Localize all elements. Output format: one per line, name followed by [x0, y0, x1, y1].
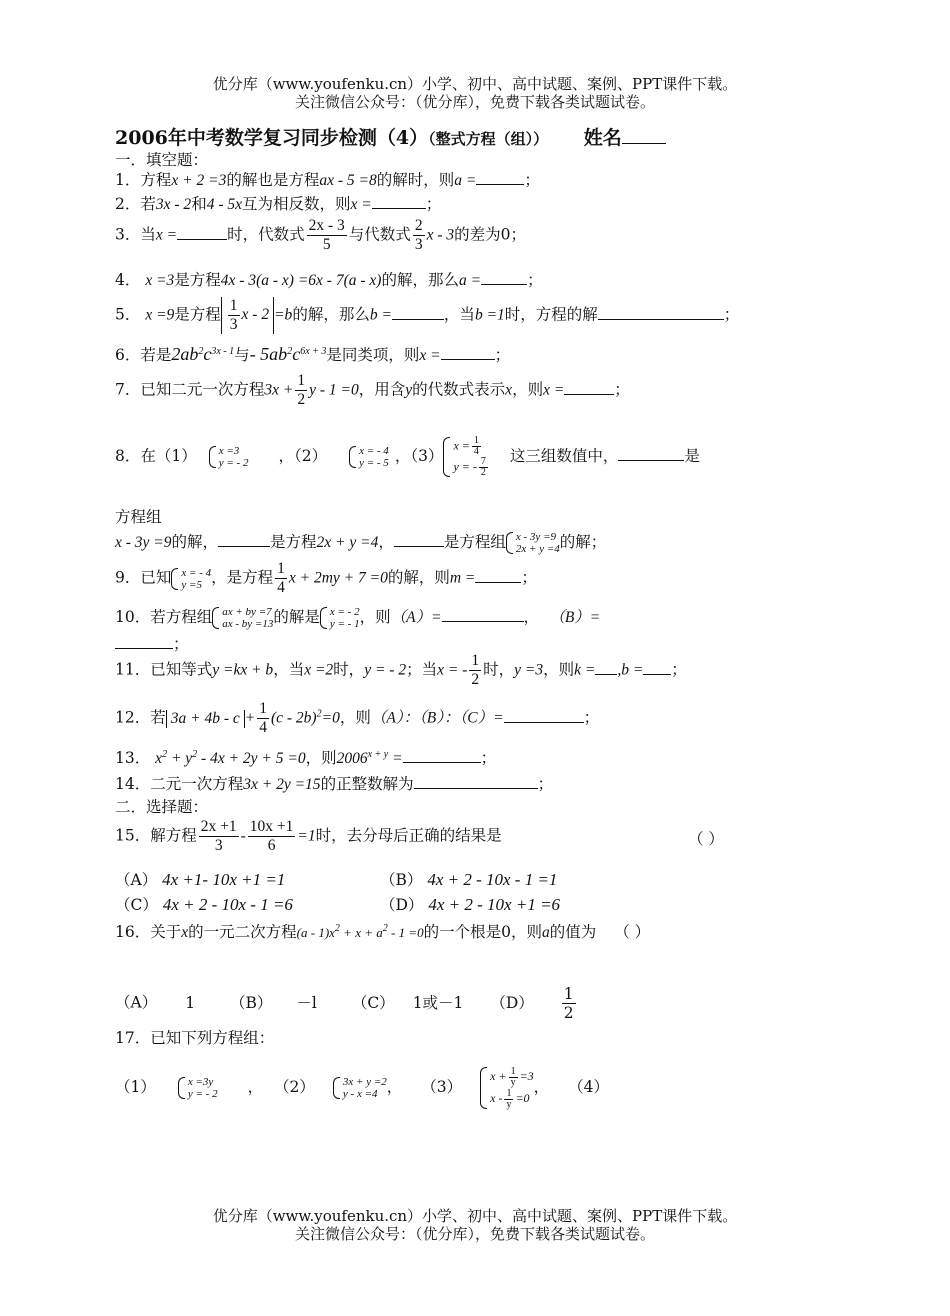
- question-9: 9．已知 x = - 4 y =5 ，是方程 $\frac{1}{4}$ x + 2my + 7 =0的解，则m = ；: [115, 560, 537, 596]
- question-3: 3．当x = 时，代数式 $\frac{2x - 3}{5}$ 与代数式 $\frac{2}{3}$ x - 3的差为0；: [115, 217, 526, 253]
- question-8: 8．在（1） x =3 y = - 2 ，（2） x = - 4 y = - 5 ，（3） x = $\frac{1}{4}$ y = - $\frac{7}{2}$ 这三组数值中， 是: [115, 435, 700, 478]
- question-15-option-a: （A） 4x +1- 10x +1 =1: [115, 870, 286, 889]
- question-16: 16．关于x的一元二次方程$(a - 1)x^2 + x + a^2 - 1 =0$的一个根是0，则a的值为 （ ）: [115, 922, 651, 941]
- question-14: 14．二元一次方程3x + 2y =15的正整数解为 ；: [115, 775, 554, 793]
- header-line-1: 优分库（www.youfenku.cn）小学、初中、高中试题、案例、PPT课件下载。: [212, 75, 738, 93]
- header-line-2: 关注微信公众号：（优分库），免费下载各类试题试卷。: [294, 93, 655, 111]
- question-17-systems: （1） x =3y y = - 2 ， （2） 3x + y =2 y - x =4 ， （3） x + $\frac{1}{y}$ =3 x - $\frac{1}{y}$ =0 ， （4）: [115, 1065, 609, 1110]
- question-15: 15．解方程 $\frac{2x +1}{3}$ - $\frac{10x +1}{6}$ =1时，去分母后正确的结果是: [115, 818, 502, 854]
- question-8-continued-a: 方程组: [115, 508, 162, 526]
- name-label: 姓名: [583, 127, 622, 149]
- question-8-continued-b: x - 3y =9的解， 是方程2x + y =4， 是方程组 x - 3y =9 2x + y =4 的解；: [115, 531, 607, 555]
- section-multiple-choice: 二．选择题：: [115, 798, 209, 816]
- question-10: 10．若方程组 ax + by =7 ax - by =13 的解是 x = - 2 y = - 1 ，则（A）= ， （B）=: [115, 606, 601, 630]
- footer-line-1: 优分库（www.youfenku.cn）小学、初中、高中试题、案例、PPT课件下载。: [212, 1207, 738, 1225]
- question-5: 5． x =9是方程 $\frac{1}{3}$ x - 2 =b的解，那么b = ，当b =1时，方程的解 ；: [115, 297, 740, 333]
- footer-line-2: 关注微信公众号：（优分库），免费下载各类试题试卷。: [294, 1225, 655, 1243]
- question-15-option-b: （B） 4x + 2 - 10x - 1 =1: [380, 870, 558, 889]
- title-main: 2006年中考数学复习同步检测（4）: [115, 127, 429, 149]
- question-15-option-d: （D） 4x + 2 - 10x +1 =6: [380, 895, 561, 914]
- question-12: 12．若 3a + 4b - c + $\frac{1}{4}$ (c - 2b)$^2$=0，则（A）：（B）：（C）= ；: [115, 700, 600, 736]
- question-16-options: （A） 1 （B） －l （C） 1或－1 （D） $\frac{1}{2}$: [115, 985, 574, 1022]
- question-13: 13． $x^2 + y^2 - 4x + 2y + 5 =0$，则$2006^{x + y}$ = ；: [115, 748, 497, 767]
- question-17: 17．已知下列方程组：: [115, 1029, 275, 1047]
- question-7: 7．已知二元一次方程3x + $\frac{1}{2}$ y - 1 =0，用含y的代数式表示x，则x = ；: [115, 372, 630, 408]
- question-11: 11．已知等式y =kx + b，当x =2时，y = - 2；当x = - $\frac{1}{2}$ 时，y =3，则k = ,b = ；: [115, 652, 687, 688]
- name-blank: [622, 129, 666, 144]
- page-title: [115, 123, 666, 150]
- question-6: 6．若是$2ab^2c^{3x - 1}$与- $5ab^2c^{6x + 3}$是同类项，则x = ；: [115, 344, 511, 364]
- question-2: 2．若3x - 2和4 - 5x互为相反数，则x = ；: [115, 195, 442, 213]
- section-fill-blank: 一．填空题：: [115, 151, 209, 169]
- question-1: 1．方程x + 2 =3的解也是方程ax - 5 =8的解时，则a = ；: [115, 171, 540, 189]
- question-15-answer-paren: （ ）: [688, 830, 724, 848]
- question-10-continued: ；: [115, 632, 189, 654]
- question-15-option-c: （C） 4x + 2 - 10x - 1 =6: [115, 895, 293, 914]
- question-4: 4． x =3是方程4x - 3(a - x) =6x - 7(a - x)的解，那么a = ；: [115, 271, 543, 289]
- title-sub: （整式方程（组））: [428, 130, 549, 148]
